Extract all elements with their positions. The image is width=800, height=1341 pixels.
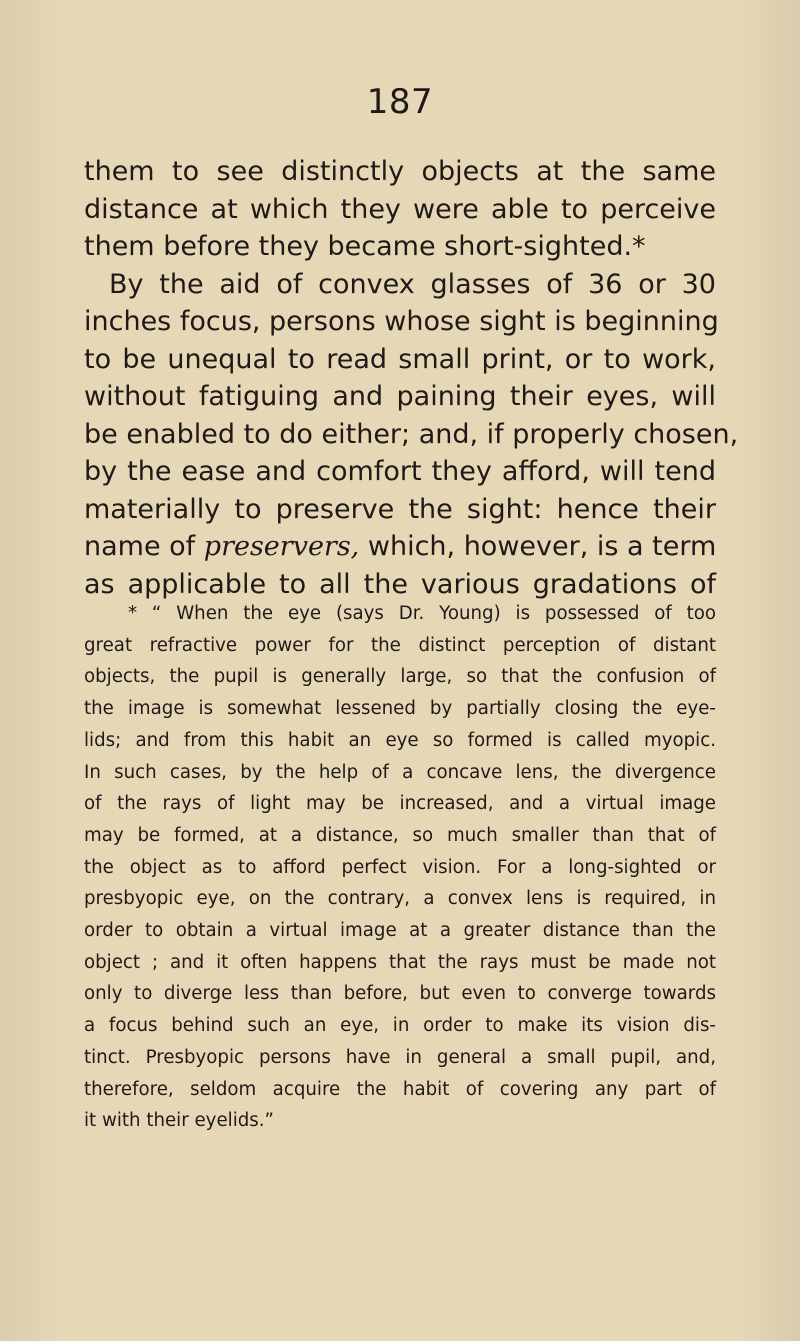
footnote-line: In such cases, by the help of a concave lens, the divergence — [84, 761, 716, 783]
footnote-line: the object as to afford perfect vision. For a long-sighted or — [84, 856, 716, 878]
main-text-line: to be unequal to read small print, or to work, — [84, 343, 716, 375]
main-text-segment: which, however, is a term — [367, 531, 717, 562]
main-text-line: By the aid of convex glasses of 36 or 30 — [109, 268, 716, 300]
main-text-line: materially to preserve the sight: hence their — [84, 493, 716, 525]
page-number: 187 — [366, 82, 434, 122]
main-text — [84, 153, 739, 603]
main-text-line: them before they became short-sighted.* — [84, 231, 646, 262]
main-text-line: by the ease and comfort they afford, will tend — [84, 456, 716, 487]
footnote-line: a focus behind such an eye, in order to make its vision dis- — [84, 1015, 716, 1037]
main-text-line: without fatiguing and paining their eyes, will — [84, 381, 716, 412]
footnote-line: presbyopic eye, on the contrary, a convex lens is required, in — [84, 888, 716, 910]
footnote-line: only to diverge less than before, but even to converge towards — [84, 983, 716, 1005]
footnote-line: therefore, seldom acquire the habit of covering any part of — [84, 1078, 716, 1100]
footnote-line: of the rays of light may be increased, and a virtual image — [84, 793, 716, 815]
footnote-line: may be formed, at a distance, so much smaller than that of — [84, 824, 716, 846]
main-text-line: inches focus, persons whose sight is beginning — [84, 306, 719, 337]
footnote-line: it with their eyelids.” — [84, 1110, 274, 1132]
footnote-line: lids; and from this habit an eye so formed is called myopic. — [84, 729, 716, 751]
main-text-line: be enabled to do either; and, if properly chosen, — [84, 418, 739, 450]
footnote-line: object ; and it often happens that the rays must be made not — [84, 951, 716, 973]
main-text-line: them to see distinctly objects at the same — [84, 156, 716, 187]
main-text-line: as applicable to all the various gradations of — [84, 568, 716, 600]
footnote-line: tinct. Presbyopic persons have in general a small pupil, and, — [84, 1046, 716, 1068]
main-text-segment: name of — [84, 531, 196, 562]
footnote-line: order to obtain a virtual image at a greater distance than the — [84, 920, 716, 942]
footnote-line: * “ When the eye (says Dr. Young) is possessed of too — [128, 603, 716, 624]
italic-term: preservers, — [203, 531, 360, 562]
footnote — [84, 598, 716, 1137]
footnote-line: objects, the pupil is generally large, so that the confusion of — [84, 666, 716, 688]
main-text-line — [84, 528, 716, 566]
footnote-line: the image is somewhat lessened by partially closing the eye- — [84, 698, 716, 720]
footnote-line: great refractive power for the distinct perception of distant — [84, 634, 716, 656]
main-text-line: distance at which they were able to perceive — [84, 193, 716, 225]
